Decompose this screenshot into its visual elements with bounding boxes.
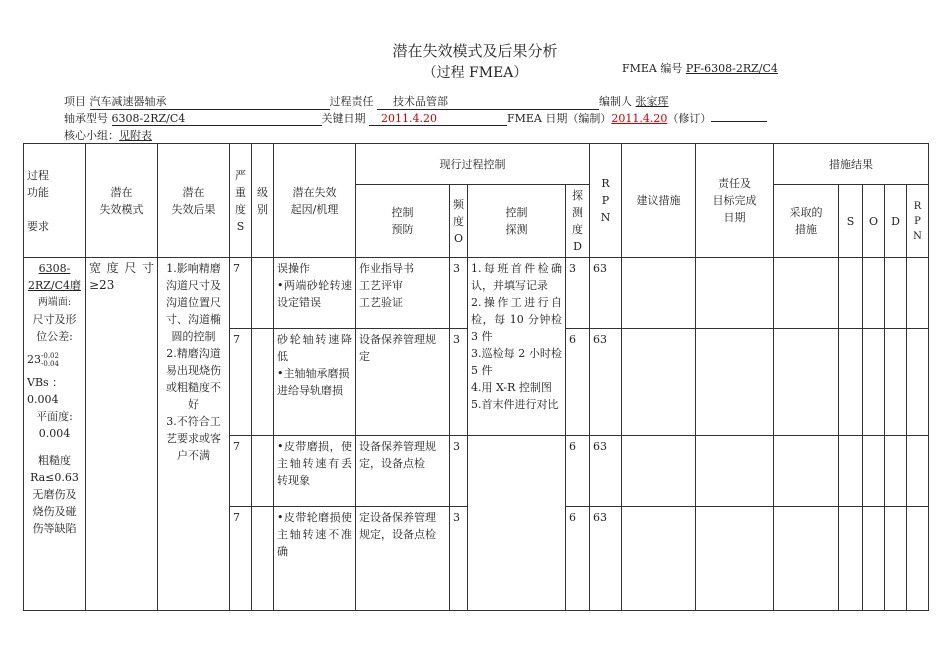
col-cause: 潜在失效 起因/机理 <box>274 144 356 258</box>
occurrence-cell: 3 <box>450 507 468 611</box>
col-rpn: R P N <box>590 144 622 258</box>
document-subtitle: （过程 FMEA） <box>422 65 528 81</box>
result-d-cell <box>885 436 907 507</box>
class-cell <box>252 507 274 611</box>
process-roughness: 粗糙度 Ra≤0.63 <box>30 454 79 484</box>
responsibility-cell <box>696 436 774 507</box>
result-s-cell <box>839 258 863 329</box>
result-rpn-cell <box>907 436 929 507</box>
result-o-cell <box>863 507 885 611</box>
class-cell <box>252 436 274 507</box>
col-recommended-actions: 建议措施 <box>622 144 696 258</box>
cause-cell: •皮带磨损，使主轴转速有丢转现象 <box>274 436 356 507</box>
tolerance-base: 23 <box>27 353 41 366</box>
responsibility-cell <box>696 329 774 436</box>
rpn-cell: 63 <box>590 507 622 611</box>
prepared-by-label: 编制人 <box>599 95 632 108</box>
recommended-action-cell <box>622 258 696 329</box>
class-cell <box>252 258 274 329</box>
result-o-cell <box>863 258 885 329</box>
process-feature: 两端面: <box>37 297 72 308</box>
detection-cell: 6 <box>566 436 590 507</box>
fmea-date-value: 2011.4.20 <box>611 112 668 125</box>
result-rpn-cell <box>907 258 929 329</box>
info-line-2 <box>64 110 767 126</box>
fmea-table <box>23 143 929 611</box>
col-detection: 探 测 度 D <box>566 185 590 258</box>
project-label: 项目 <box>64 95 86 108</box>
result-rpn-cell <box>907 507 929 611</box>
rpn-cell: 63 <box>590 258 622 329</box>
result-d-cell <box>885 507 907 611</box>
occurrence-cell: 3 <box>450 436 468 507</box>
detection-cell: 6 <box>566 507 590 611</box>
tolerance-lower: -0.04 <box>41 360 59 368</box>
severity-cell: 7 <box>230 507 252 611</box>
severity-cell: 7 <box>230 329 252 436</box>
process-resp-value: 技术品管部 <box>377 93 599 110</box>
result-s-cell <box>839 436 863 507</box>
recommended-action-cell <box>622 436 696 507</box>
core-team-label: 核心小组： <box>64 129 119 142</box>
fmea-date-label: FMEA 日期（编制） <box>507 112 612 125</box>
result-rpn-cell <box>907 329 929 436</box>
col-failure-effect: 潜在 失效后果 <box>158 144 230 258</box>
process-tolerance-label: 尺寸及形 位公差: <box>32 313 77 343</box>
severity-cell: 7 <box>230 258 252 329</box>
col-s: S <box>839 185 863 258</box>
failure-mode-cell: 宽度尺寸≥23 <box>86 258 158 611</box>
rpn-cell: 63 <box>590 436 622 507</box>
col-control-prevention: 控制 预防 <box>356 185 450 258</box>
action-taken-cell <box>774 436 839 507</box>
action-taken-cell <box>774 507 839 611</box>
tolerance-upper: -0.02 <box>41 352 59 360</box>
col-control-detection: 控制 探测 <box>468 185 566 258</box>
info-line-1 <box>64 93 669 110</box>
failure-effect-cell: 1.影响精磨沟道尺寸及沟道位置尺寸、沟道椭圆的控制 2.精磨沟道易出现烧伤或粗糙度不好 3.不符合工艺要求或客户不满 <box>158 258 230 611</box>
responsibility-cell <box>696 507 774 611</box>
process-resp-label: 过程责任 <box>329 95 374 108</box>
info-line-3 <box>64 127 152 143</box>
process-flatness: 平面度: 0.004 <box>36 410 73 440</box>
col-class: 级 别 <box>252 144 274 258</box>
process-tolerance <box>27 351 82 368</box>
col-d: D <box>885 185 907 258</box>
cause-cell: 误操作 •两端砂轮转速设定错误 <box>274 258 356 329</box>
result-d-cell <box>885 258 907 329</box>
table-row <box>24 258 929 329</box>
bearing-model-label: 轴承型号 <box>64 112 108 125</box>
col-failure-mode: 潜在 失效模式 <box>86 144 158 258</box>
action-taken-cell <box>774 329 839 436</box>
severity-cell: 7 <box>230 436 252 507</box>
col-responsibility: 责任及 目标完成 日期 <box>696 144 774 258</box>
result-s-cell <box>839 329 863 436</box>
key-date-label: 关键日期 <box>321 112 366 125</box>
cause-cell: 砂轮轴转速降低 •主轴轴承磨损 进给导轨磨损 <box>274 329 356 436</box>
key-date-value: 2011.4.20 <box>369 112 507 126</box>
col-process-function: 过程 功能 要求 <box>24 144 86 258</box>
result-o-cell <box>863 329 885 436</box>
fmea-number-label: FMEA 编号 <box>622 62 683 75</box>
recommended-action-cell <box>622 507 696 611</box>
result-s-cell <box>839 507 863 611</box>
col-current-controls: 现行过程控制 <box>356 144 590 185</box>
occurrence-cell: 3 <box>450 329 468 436</box>
process-vbs: VBs ： 0.004 <box>27 376 64 406</box>
col-rpn-2: R P N <box>907 185 929 258</box>
col-action-results: 措施结果 <box>774 144 929 185</box>
revision-blank <box>711 110 767 122</box>
col-occurrence: 频 度 O <box>450 185 468 258</box>
detection-control-cell-empty <box>468 436 566 611</box>
col-actions-taken: 采取的 措施 <box>774 185 839 258</box>
responsibility-cell <box>696 258 774 329</box>
prepared-by-value: 张家珲 <box>635 95 669 108</box>
rpn-cell: 63 <box>590 329 622 436</box>
prevention-cell: 设备保养管理规定，设备点检 <box>356 436 450 507</box>
prevention-cell: 作业指导书 工艺评审 工艺验证 <box>356 258 450 329</box>
recommended-action-cell <box>622 329 696 436</box>
process-defects: 无磨伤及 烧伤及碰 伤等缺陷 <box>32 488 77 535</box>
detection-control-cell: 1.每班首件检确认，并填写记录 2.操作工进行自检，每 10 分钟检 3 件 3.巡检每 2 小时检 5 件 4.用 X-R 控制图 5.首末件进行对比 <box>468 258 566 436</box>
fmea-number-value: PF-6308-2RZ/C4 <box>685 62 778 75</box>
project-value: 汽车减速器轴承 <box>90 93 330 110</box>
prevention-cell: 设备保养管理规定 <box>356 329 450 436</box>
col-o: O <box>863 185 885 258</box>
cause-cell: •皮带轮磨损使主轴转速不准确 <box>274 507 356 611</box>
revision-label: （修订） <box>667 112 712 125</box>
core-team-value: 见附表 <box>119 129 152 142</box>
result-o-cell <box>863 436 885 507</box>
header-row-1 <box>24 144 929 185</box>
class-cell <box>252 329 274 436</box>
col-severity: 严 重 度 S <box>230 144 252 258</box>
result-d-cell <box>885 329 907 436</box>
process-function-cell <box>24 258 86 611</box>
detection-cell: 3 <box>566 258 590 329</box>
occurrence-cell: 3 <box>450 258 468 329</box>
document-title: 潜在失效模式及后果分析 <box>392 42 558 60</box>
detection-cell: 6 <box>566 329 590 436</box>
process-part: 6308- 2RZ/C4磨 <box>27 262 82 292</box>
fmea-number <box>622 60 778 76</box>
bearing-model-value: 6308-2RZ/C4 <box>112 112 322 126</box>
action-taken-cell <box>774 258 839 329</box>
prevention-cell: 定设备保养管理规定，设备点检 <box>356 507 450 611</box>
